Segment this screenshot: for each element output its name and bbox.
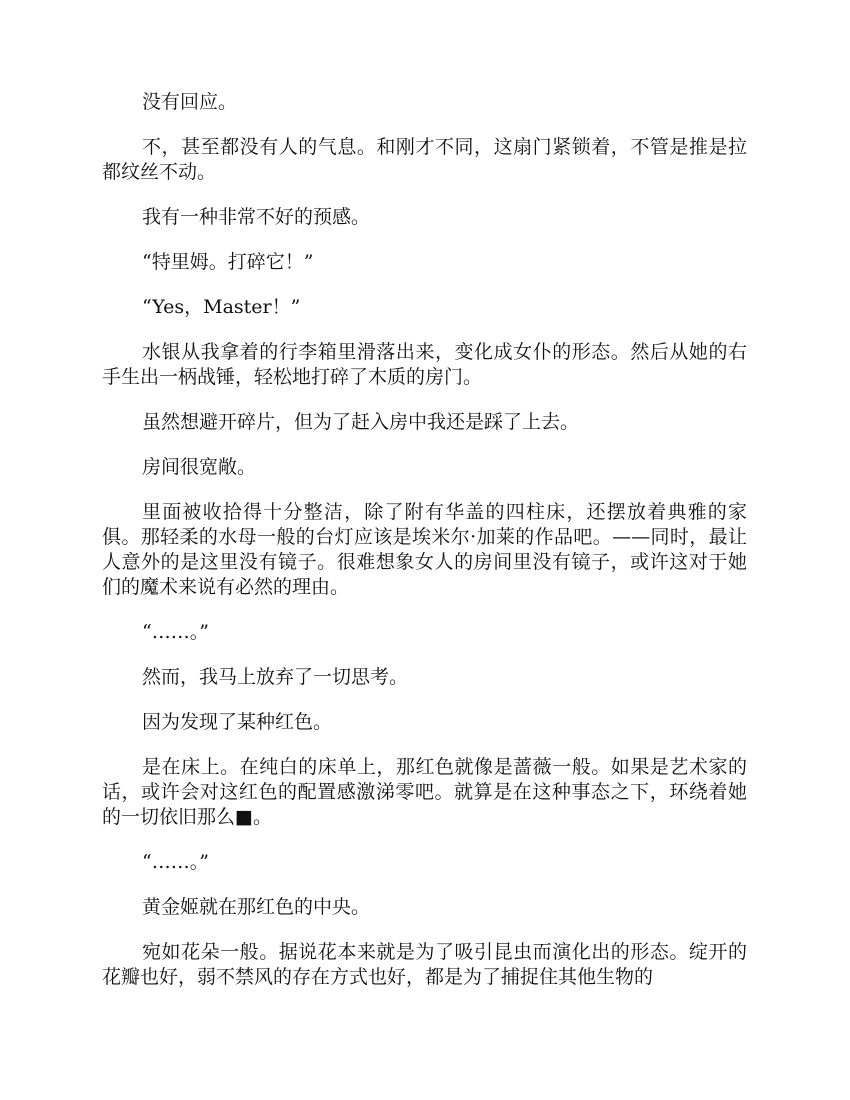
paragraph: 然而，我马上放弃了一切思考。 [142, 666, 409, 688]
paragraph: “……。” [142, 621, 209, 643]
paragraph: 我有一种非常不好的预感。 [142, 206, 371, 228]
paragraph: 没有回应。 [142, 91, 238, 113]
paragraph: 虽然想避开碎片，但为了赶入房中我还是踩了上去。 [142, 411, 580, 433]
paragraph: “……。” [142, 851, 209, 873]
paragraph: “特里姆。打碎它！” [142, 251, 314, 273]
paragraph: 是在床上。在纯白的床单上，那红色就像是蔷薇一般。如果是艺术家的话，或许会对这红色的配置感激涕零吧。就算是在这种事态之下，环绕着她的一切依旧那么■。 [102, 756, 747, 828]
paragraph: 里面被收拾得十分整洁，除了附有华盖的四柱床，还摆放着典雅的家俱。那轻柔的水母一般的台灯应该是埃米尔·加莱的作品吧。——同时，最让人意外的是这里没有镜子。很难想象女人的房间里没有镜子，或许这对于她们的魔术来说有必然的理由。 [102, 501, 747, 598]
paragraph: 水银从我拿着的行李箱里滑落出来，变化成女仆的形态。然后从她的右手生出一柄战锤，轻松地打碎了木质的房门。 [102, 341, 747, 388]
paragraph: 黄金姬就在那红色的中央。 [142, 896, 371, 918]
paragraph: 不，甚至都没有人的气息。和刚才不同，这扇门紧锁着，不管是推是拉都纹丝不动。 [102, 136, 747, 183]
paragraph: 房间很宽敞。 [142, 456, 257, 478]
document-page [102, 90, 747, 1010]
paragraph: 宛如花朵一般。据说花本来就是为了吸引昆虫而演化出的形态。绽开的花瓣也好，弱不禁风的存在方式也好，都是为了捕捉住其他生物的 [102, 941, 747, 988]
paragraph: “Yes，Master！” [142, 296, 301, 318]
paragraph: 因为发现了某种红色。 [142, 711, 333, 733]
